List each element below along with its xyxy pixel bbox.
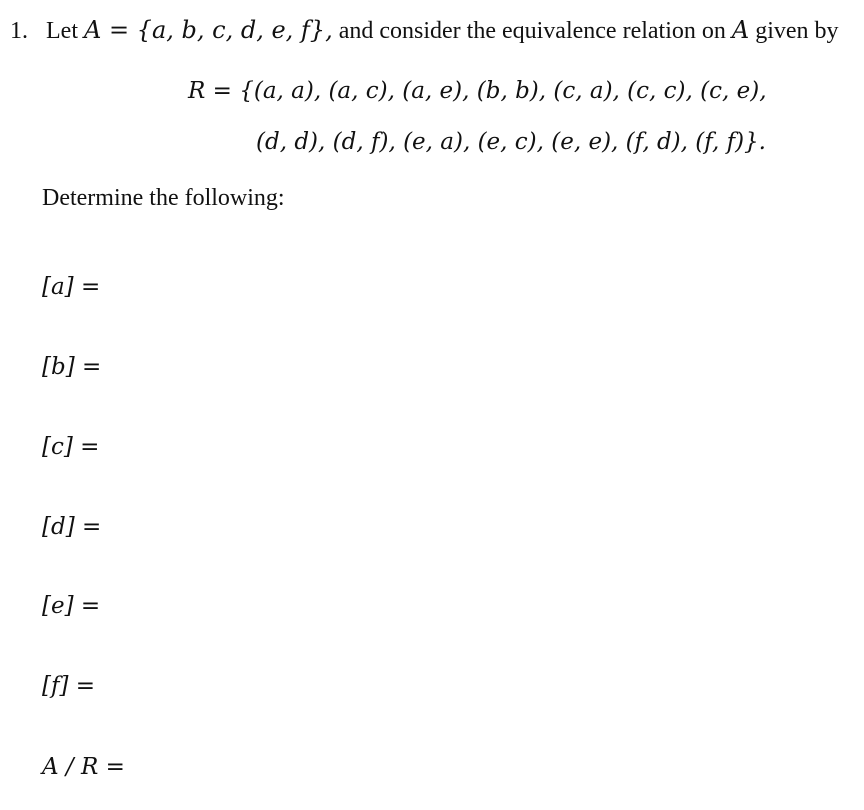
class-b-equation: [b] = bbox=[42, 354, 102, 380]
class-c-equation: [c] = bbox=[42, 434, 100, 460]
quotient-set-equation: A / R = bbox=[42, 754, 125, 780]
class-e-equation: [e] = bbox=[42, 593, 101, 619]
set-name: A bbox=[731, 16, 750, 44]
problem-lead-text: Let bbox=[46, 18, 78, 44]
problem-continuation: and consider the equivalence relation on bbox=[338, 18, 726, 44]
relation-line-2: (d, d), (d, f), (e, a), (e, c), (e, e), (f, d), (f, f)}. bbox=[256, 129, 766, 155]
class-d-equation: [d] = bbox=[42, 514, 102, 540]
class-f-equation: [f] = bbox=[42, 673, 96, 699]
set-definition: A = {a, b, c, d, e, f}, bbox=[83, 16, 333, 44]
class-a-equation: [a] = bbox=[42, 274, 101, 300]
instruction-text: Determine the following: bbox=[42, 185, 285, 211]
problem-statement bbox=[10, 18, 839, 43]
problem-tail-text: given by bbox=[755, 18, 839, 44]
problem-number: 1. bbox=[10, 18, 28, 44]
relation-line-1: R = {(a, a), (a, c), (a, e), (b, b), (c, a), (c, c), (c, e), bbox=[188, 78, 767, 104]
